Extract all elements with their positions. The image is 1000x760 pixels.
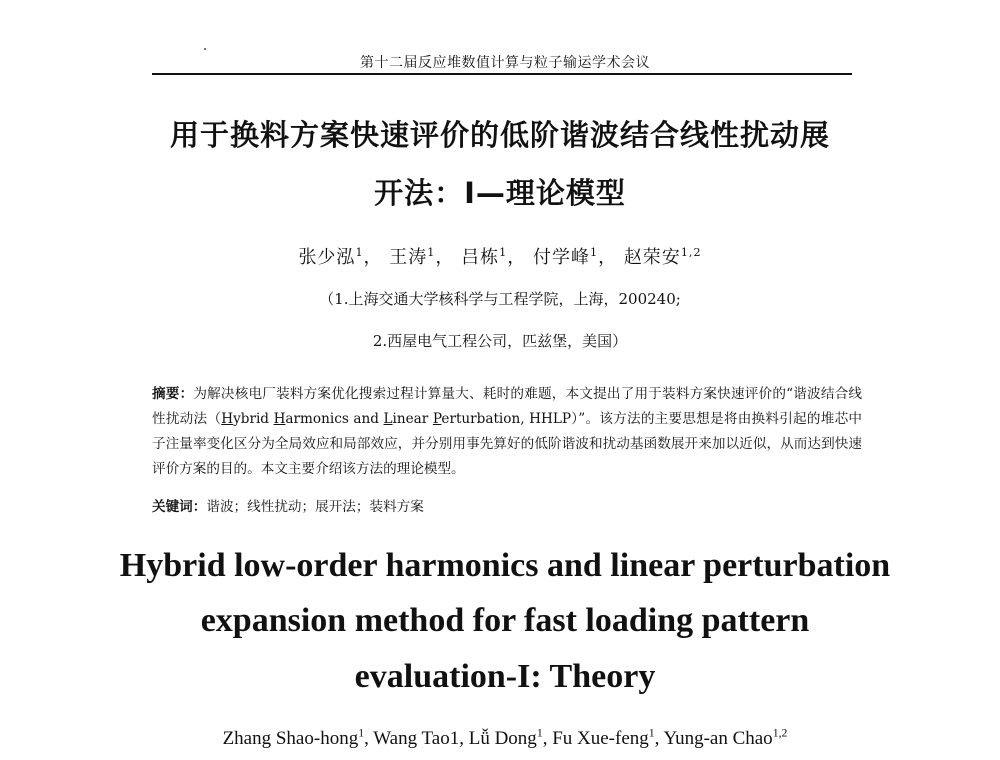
author-zh: 吕栋$^1$， [461, 246, 527, 268]
abstract-text-2: 该方法的主要思想是将由换料引起的堆芯中子注量率变化区分为全局效应和局部效应，并分别用事先算好的低阶谐波和扰动基函数展开来加以近似，从而达到快速评价方案的目的。本文主要介绍该方法的理论模型。 [152, 411, 863, 477]
author-zh: 王涛$^1$， [389, 246, 455, 268]
abstract-text-1: 为解决核电厂装料方案优化搜索过程计算量大、耗时的难题，本文提出了用于装料方案快速评价的“谐波结合线性扰动法（ [152, 386, 862, 427]
header-rule [152, 73, 852, 75]
chinese-title-line-2: 开法：I—理论模型 [374, 176, 626, 210]
keywords-text: 谐波；线性扰动；展开法；装料方案 [206, 499, 424, 515]
author-en: Yung-an Chao$^{1,2}$ [663, 726, 788, 749]
english-title-line-3: evaluation-I: Theory [354, 658, 656, 695]
abstract-paragraph: 摘要：为解决核电厂装料方案优化搜索过程计算量大、耗时的难题，本文提出了用于装料方案快速评价的“谐波结合线性扰动法（Hybrid Harmonics and Linear Perturbation, HHLP）”。该方法的主要思想是将由换料引起的堆芯中子注量率变化区分为全局效应和局部效应，并分别用事先算好的低阶谐波和扰动基函数展开来加以近似，从而达到快速评价方案的目的。本文主要介绍该方法的理论模型。 [152, 386, 863, 477]
author-en: Lǚ Dong$^1$, [468, 726, 553, 749]
keywords-label: 关键词： [152, 499, 207, 515]
author-en: Fu Xue-feng$^1$, [552, 726, 664, 749]
abstract-label: 摘要： [152, 386, 194, 402]
keywords-line [152, 495, 862, 515]
chinese-title-line-1: 用于换料方案快速评价的低阶谐波结合线性扰动展 [169, 118, 830, 152]
english-title-line-1: Hybrid low-order harmonics and linear perturbation [119, 547, 891, 584]
author-zh: 张少泓$^1$， [298, 246, 383, 268]
author-en: Wang Tao1, [373, 728, 469, 749]
scan-speck [204, 48, 206, 50]
author-zh: 赵荣安$^{1,2}$ [623, 246, 702, 268]
chinese-author-list [200, 243, 800, 269]
affiliation-line-1: （1.上海交通大学核科学与工程学院，上海，200240; [319, 290, 681, 308]
author-zh: 付学峰$^1$， [532, 246, 618, 268]
conference-header: 第十二届反应堆数值计算与粒子输运学术会议 [360, 55, 650, 71]
author-en: Zhang Shao-hong$^1$, [222, 726, 374, 749]
english-author-list [100, 728, 910, 750]
affiliation-line-2: 2.西屋电气工程公司，匹兹堡，美国） [372, 332, 628, 350]
english-title-line-2: expansion method for fast loading pattern [200, 602, 810, 639]
